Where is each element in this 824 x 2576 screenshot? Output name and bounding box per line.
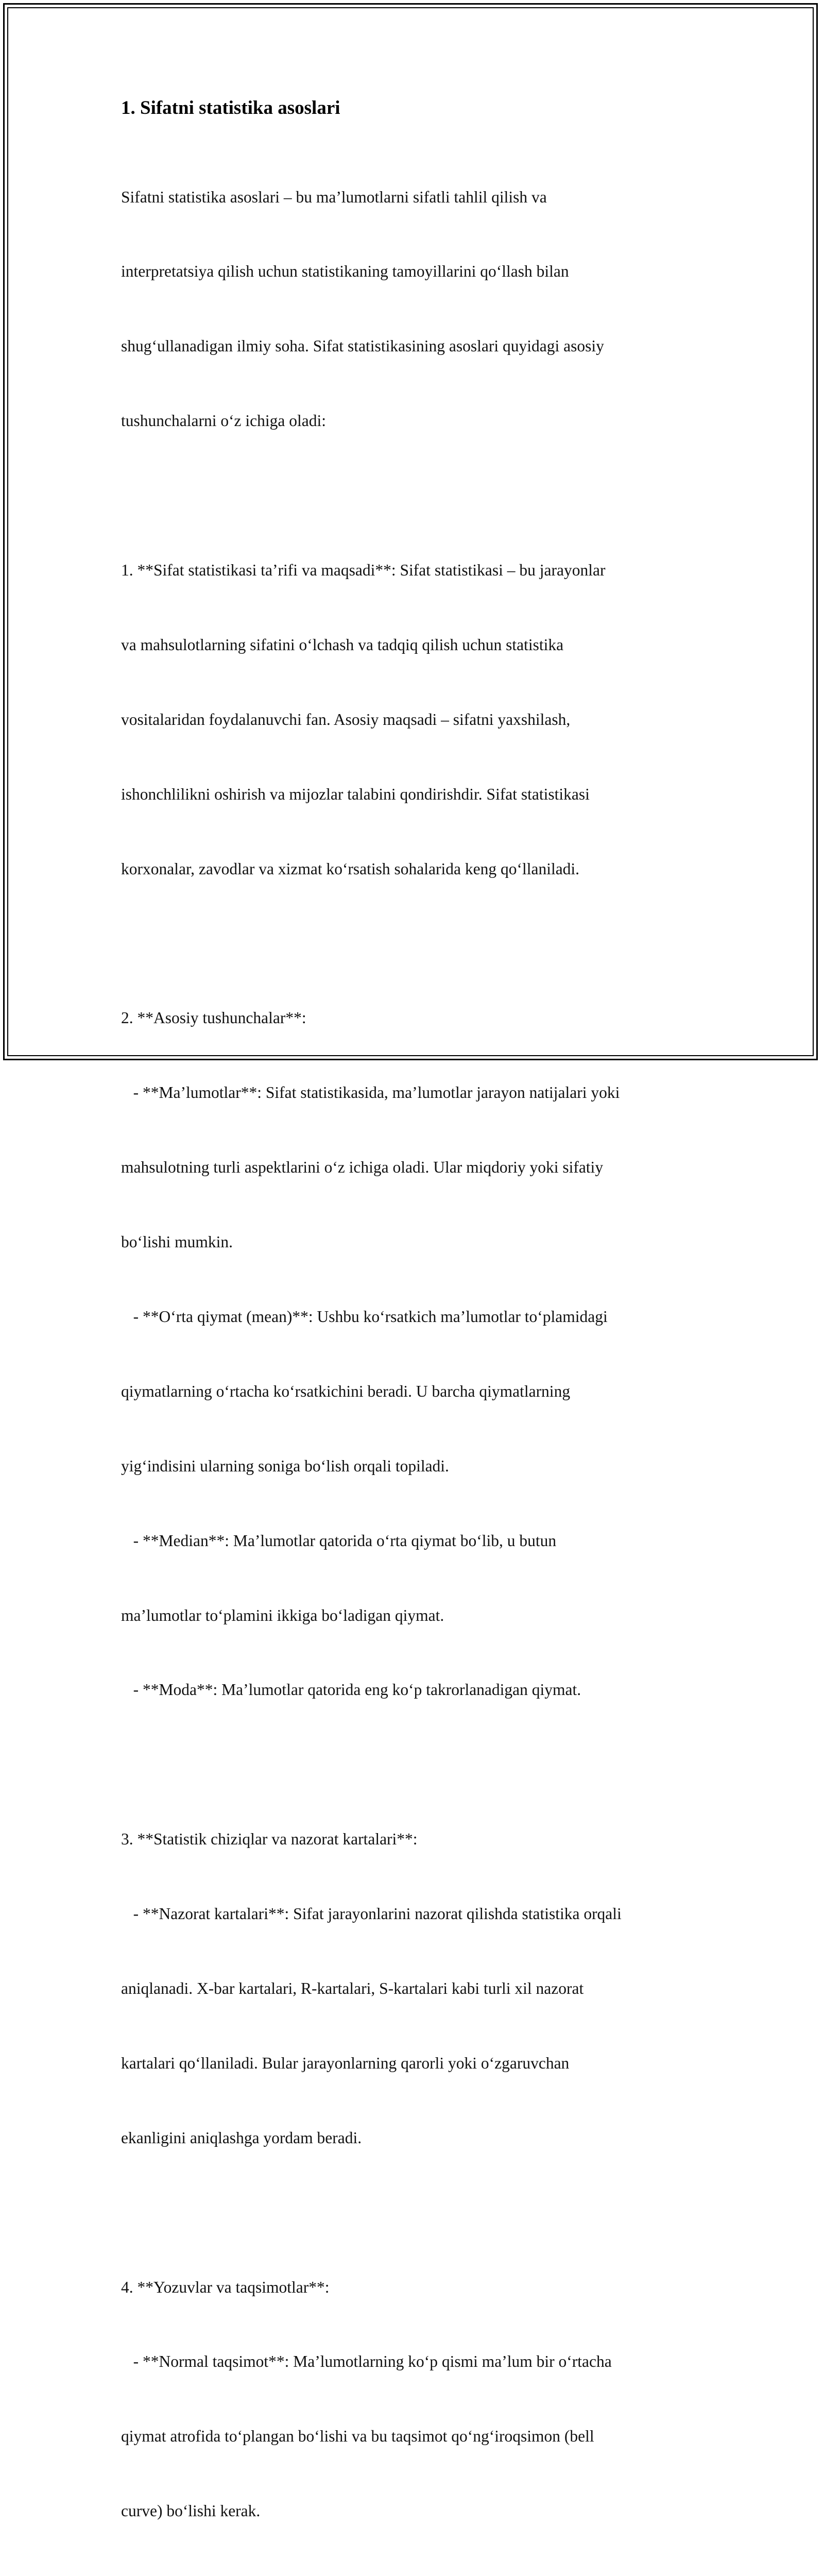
- text-line: curve) bo‘lishi kerak.: [121, 2502, 261, 2520]
- text-line: - **Moda**: Ma’lumotlar qatorida eng ko‘p takrorlanadigan qiymat.: [121, 1681, 581, 1699]
- blank-line: [121, 2200, 713, 2225]
- document-body: [121, 135, 713, 2576]
- text-line: kartalari qo‘llaniladi. Bular jarayonlarning qarorli yoki o‘zgaruvchan: [121, 2054, 570, 2072]
- text-line: mahsulotning turli aspektlarini o‘z ichiga oladi. Ular miqdoriy yoki sifatiy: [121, 1158, 604, 1177]
- text-line: ishonchlilikni oshirish va mijozlar talabini qondirishdir. Sifat statistikasi: [121, 785, 590, 803]
- text-line: aniqlanadi. X-bar kartalari, R-kartalari, S-kartalari kabi turli xil nazorat: [121, 1979, 584, 1997]
- text-line: ekanligini aniqlashga yordam beradi.: [121, 2128, 362, 2147]
- text-line: vositalaridan foydalanuvchi fan. Asosiy maqsadi – sifatni yaxshilash,: [121, 710, 571, 728]
- text-line: [121, 2573, 713, 2576]
- text-line: ma’lumotlar to‘plamini ikkiga bo‘ladigan qiymat.: [121, 1606, 444, 1624]
- text-line: yig‘indisini ularning soniga bo‘lish orqali topiladi.: [121, 1456, 449, 1475]
- text-line: 3. **Statistik chiziqlar va nazorat kartalari**:: [121, 1830, 418, 1849]
- text-line: va mahsulotlarning sifatini o‘lchash va tadqiq qilish uchun statistika: [121, 635, 564, 654]
- text-line: 4. **Yozuvlar va taqsimotlar**:: [121, 2278, 330, 2296]
- text-line: qiymat atrofida to‘plangan bo‘lishi va bu taqsimot qo‘ng‘iroqsimon (bell: [121, 2427, 594, 2446]
- text-line: 2. **Asosiy tushunchalar**:: [121, 1009, 306, 1027]
- document-page: [121, 97, 713, 2576]
- text-line: bo‘lishi mumkin.: [121, 1233, 233, 1251]
- text-line: - **Ma’lumotlar**: Sifat statistikasida, ma’lumotlar jarayon natijalari yoki: [121, 1083, 620, 1102]
- text-line: - **Normal taqsimot**: Ma’lumotlarning ko‘p qismi ma’lum bir o‘rtacha: [121, 2352, 612, 2371]
- text-line: qiymatlarning o‘rtacha ko‘rsatkichini beradi. U barcha qiymatlarning: [121, 1382, 571, 1400]
- blank-line: [121, 1752, 713, 1777]
- text-line: interpretatsiya qilish uchun statistikaning tamoyillarini qo‘llash bilan: [121, 262, 569, 281]
- text-line: shug‘ullanadigan ilmiy soha. Sifat statistikasining asoslari quyidagi asosiy: [121, 337, 604, 355]
- text-line: - **Median**: Ma’lumotlar qatorida o‘rta qiymat bo‘lib, u butun: [121, 1531, 557, 1550]
- blank-line: [121, 483, 713, 508]
- text-line: - **O‘rta qiymat (mean)**: Ushbu ko‘rsatkich ma’lumotlar to‘plamidagi: [121, 1307, 608, 1326]
- text-line: - **Nazorat kartalari**: Sifat jarayonlarini nazorat qilishda statistika orqali: [121, 1905, 622, 1923]
- blank-line: [121, 931, 713, 956]
- section-heading: 1. Sifatni statistika asoslari: [121, 97, 340, 118]
- text-line: Sifatni statistika asoslari – bu ma’lumotlarni sifatli tahlil qilish va: [121, 188, 547, 206]
- text-line: 1. **Sifat statistikasi ta’rifi va maqsadi**: Sifat statistikasi – bu jarayonlar: [121, 561, 606, 580]
- text-line: tushunchalarni o‘z ichiga oladi:: [121, 412, 326, 430]
- text-line: korxonalar, zavodlar va xizmat ko‘rsatish sohalarida keng qo‘llaniladi.: [121, 859, 580, 878]
